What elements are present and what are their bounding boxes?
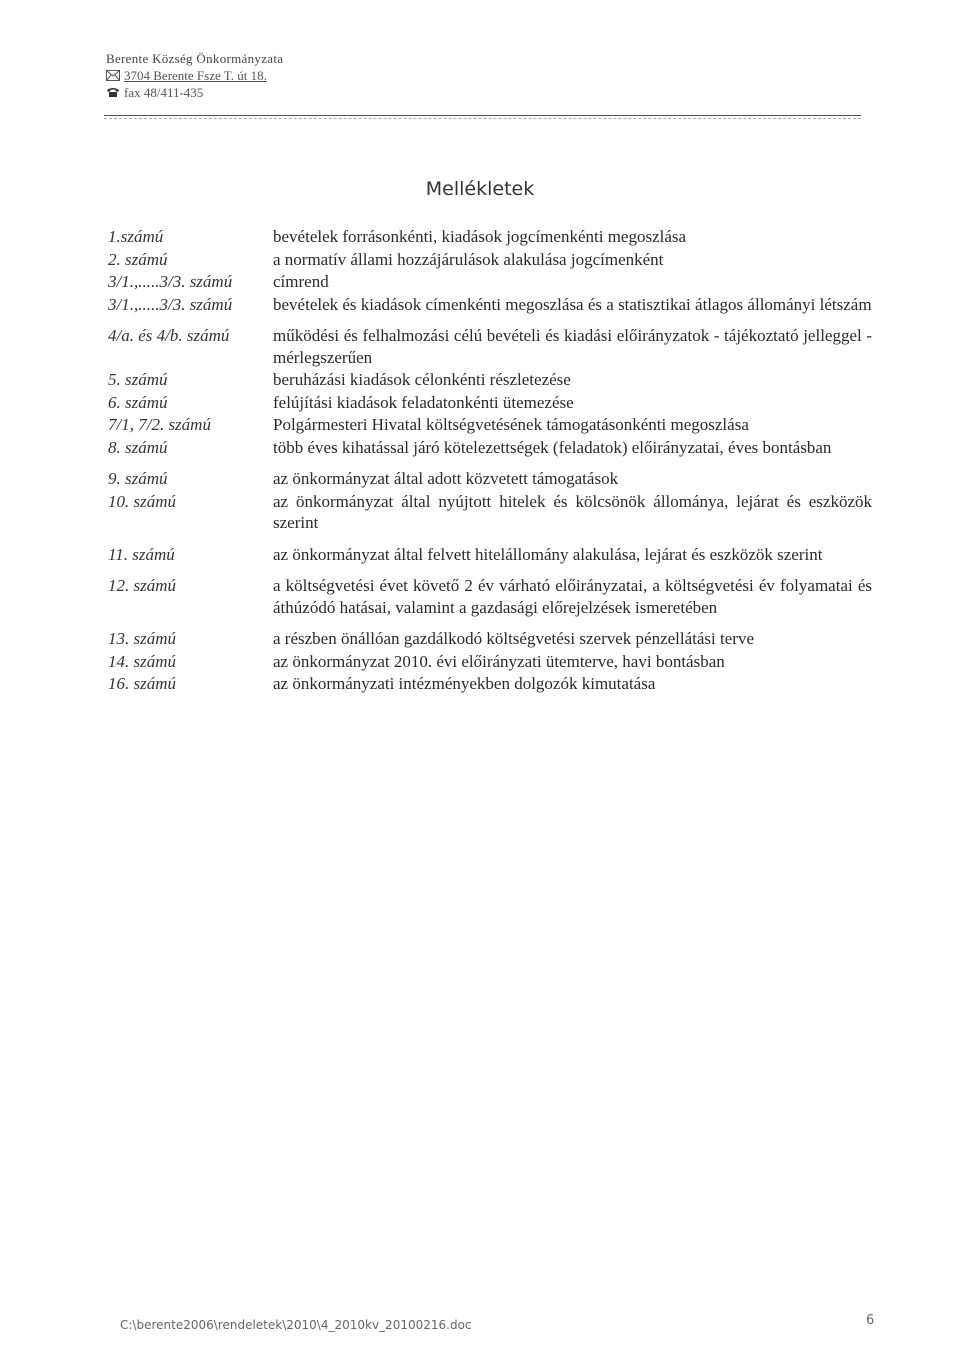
annex-description: működési és felhalmozási célú bevételi és kiadási előirányzatok - tájékoztató jelleggel - mérlegszerűen xyxy=(273,326,872,367)
annex-description: Polgármesteri Hivatal költségvetésének támogatásonkénti megoszlása xyxy=(273,415,749,434)
annex-row xyxy=(108,294,872,316)
annex-row xyxy=(108,673,872,695)
address-text: 3704 Berente Fsze T. út 18. xyxy=(124,68,267,83)
annex-row xyxy=(108,271,872,293)
annex-number: 10. számú xyxy=(108,491,177,511)
letterhead xyxy=(106,50,283,101)
fax-text: fax 48/411-435 xyxy=(124,85,204,100)
annex-row xyxy=(108,491,872,534)
annex-description: az önkormányzati intézményekben dolgozók kimutatása xyxy=(273,674,656,693)
header-rule-secondary xyxy=(104,118,861,119)
annex-row xyxy=(108,392,872,414)
annex-description: a költségvetési évet követő 2 év várható előirányzatai, a költségvetési év folyamatai és áthúzódó hatásai, valamint a gazdasági előrejelzések ismeretében xyxy=(273,576,872,617)
annex-row xyxy=(108,249,872,271)
annex-description: az önkormányzat által nyújtott hitelek és kölcsönök állománya, lejárat és eszközök szerint xyxy=(273,491,872,532)
annex-row xyxy=(108,414,872,436)
annex-description: több éves kihatással járó kötelezettségek (feladatok) előirányzatai, éves bontásban xyxy=(273,437,832,457)
annex-row xyxy=(108,628,872,650)
file-path-footer: C:\berente2006\rendeletek\2010\4_2010kv_20100216.doc xyxy=(120,1318,472,1332)
annex-description: az önkormányzat 2010. évi előirányzati ütemterve, havi bontásban xyxy=(273,651,725,671)
annex-number: 8. számú xyxy=(108,437,168,457)
annex-row xyxy=(108,651,872,673)
telephone-icon xyxy=(106,87,120,98)
annex-number: 9. számú xyxy=(108,469,168,488)
annex-row xyxy=(108,325,872,368)
annex-description: bevételek és kiadások címenkénti megoszlása és a statisztikai átlagos állományi létszám xyxy=(273,294,872,314)
annex-number: 6. számú xyxy=(108,392,168,412)
annex-number: 3/1.,.....3/3. számú xyxy=(108,272,233,291)
annex-number: 3/1.,.....3/3. számú xyxy=(108,294,233,314)
annex-description: címrend xyxy=(273,272,329,291)
annex-row xyxy=(108,544,872,566)
annex-number: 16. számú xyxy=(108,674,177,693)
annex-row xyxy=(108,437,872,459)
annex-number: 11. számú xyxy=(108,544,175,564)
organization-name: Berente Község Önkormányzata xyxy=(106,51,284,66)
annex-number: 7/1, 7/2. számú xyxy=(108,415,211,434)
page-title: Mellékletek xyxy=(425,178,535,200)
annex-row xyxy=(108,226,872,248)
address-line xyxy=(106,67,283,84)
annex-number: 1.számú xyxy=(108,227,164,246)
annex-description: a részben önállóan gazdálkodó költségvetési szervek pénzellátási terve xyxy=(273,629,754,648)
annex-description: bevételek forrásonkénti, kiadások jogcímenkénti megoszlása xyxy=(273,227,687,246)
annex-description: a normatív állami hozzájárulások alakulása jogcímenként xyxy=(273,249,664,269)
envelope-icon xyxy=(106,70,120,81)
fax-line xyxy=(106,84,283,101)
annex-number: 14. számú xyxy=(108,651,177,671)
annex-number: 12. számú xyxy=(108,576,177,595)
annex-row xyxy=(108,575,872,618)
annex-description: az önkormányzat által felvett hitelállomány alakulása, lejárat és eszközök szerint xyxy=(273,544,823,564)
annex-number: 13. számú xyxy=(108,629,177,648)
page-number: 6 xyxy=(866,1313,875,1328)
annex-description: beruházási kiadások célonkénti részletezése xyxy=(273,370,571,389)
annex-number: 4/a. és 4/b. számú xyxy=(108,326,230,345)
annex-row xyxy=(108,468,872,490)
annex-description: felújítási kiadások feladatonkénti ütemezése xyxy=(273,392,574,412)
annex-list xyxy=(108,226,872,695)
annex-row xyxy=(108,369,872,391)
annex-description: az önkormányzat által adott közvetett támogatások xyxy=(273,469,619,488)
annex-number: 5. számú xyxy=(108,370,168,389)
header-rule xyxy=(104,115,861,116)
annex-number: 2. számú xyxy=(108,249,168,269)
